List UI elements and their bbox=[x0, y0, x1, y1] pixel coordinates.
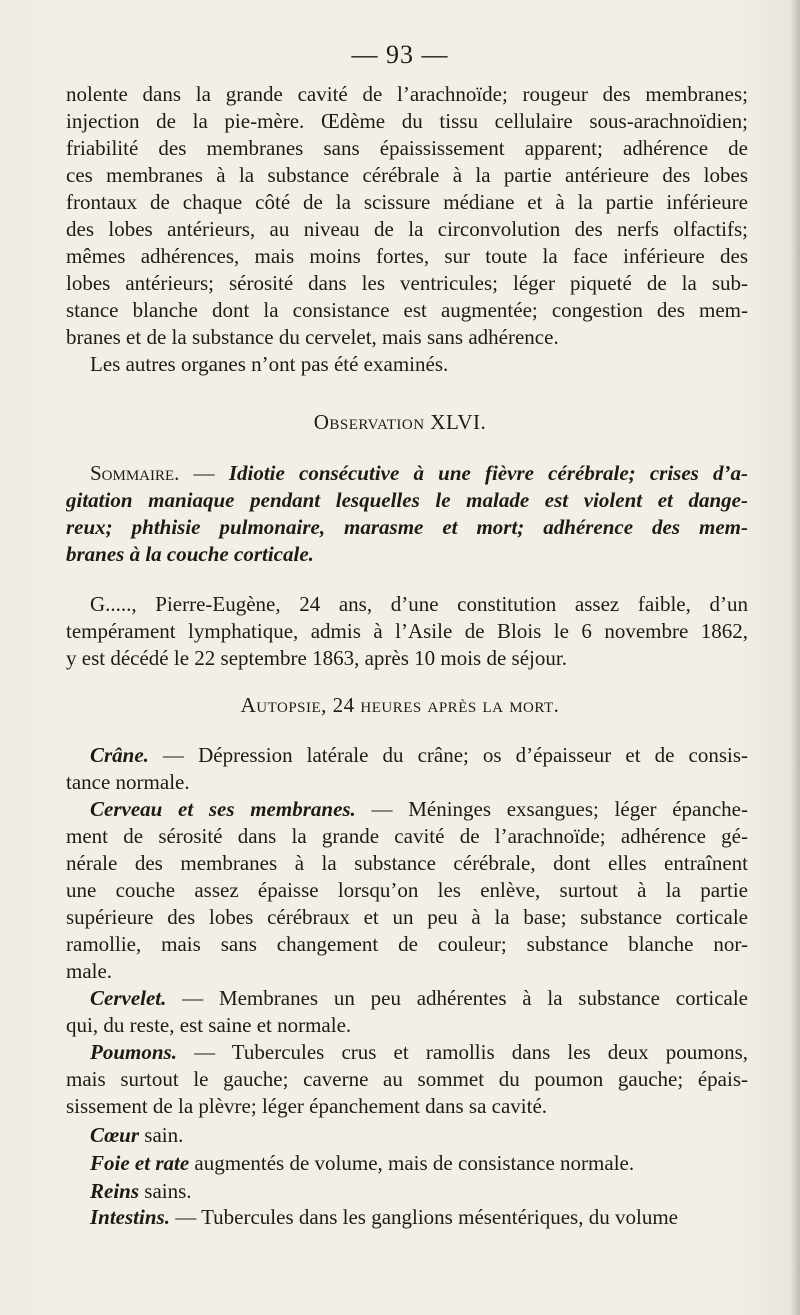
finding-cerveau-line bbox=[66, 796, 748, 823]
summary-text: Idiotie consécutive à une fièvre cérébrale; crises d’a- bbox=[228, 461, 748, 485]
finding-cerveau-line: supérieure des lobes cérébraux et un peu à la base; substance corticale bbox=[66, 905, 748, 929]
paragraph-line: injection de la pie-mère. Œdème du tissu cellulaire sous-arachnoïdien; bbox=[66, 109, 748, 133]
closing-line: Les autres organes n’ont pas été examinés. bbox=[90, 352, 449, 376]
finding-foie-line bbox=[66, 1150, 748, 1177]
finding-cervelet-line: qui, du reste, est saine et normale. bbox=[66, 1013, 352, 1037]
page-edge-shadow bbox=[790, 0, 800, 1315]
finding-poumons-line: sissement de la plèvre; léger épanchement dans sa cavité. bbox=[66, 1094, 548, 1118]
finding-poumons-line: mais surtout le gauche; caverne au sommet du poumon gauche; épais- bbox=[66, 1067, 748, 1091]
summary-label: Sommaire. — bbox=[90, 461, 215, 485]
reins-label: Reins bbox=[90, 1179, 140, 1203]
finding-cerveau-line: une couche assez épaisse lorsqu’on les enlève, surtout à la partie bbox=[66, 878, 748, 902]
page-number: — 93 — bbox=[351, 40, 449, 69]
foie-label: Foie et rate bbox=[90, 1151, 190, 1175]
finding-reins-line bbox=[66, 1178, 748, 1205]
poumons-label: Poumons. bbox=[90, 1040, 177, 1064]
autopsie-heading: Autopsie, 24 heures après la mort. bbox=[240, 693, 560, 717]
finding-poumons-line bbox=[66, 1039, 748, 1066]
paragraph-line: mêmes adhérences, mais moins fortes, sur toute la face inférieure des bbox=[66, 244, 748, 268]
cerveau-text: — Méninges exsangues; léger épanche- bbox=[355, 797, 748, 821]
crane-text: — Dépression latérale du crâne; os d’épaisseur et de consis- bbox=[148, 743, 748, 767]
finding-crane-line: tance normale. bbox=[66, 770, 190, 794]
reins-text: sains. bbox=[139, 1179, 192, 1203]
coeur-label: Cœur bbox=[90, 1123, 140, 1147]
paragraph-line: stance blanche dont la consistance est augmentée; congestion des mem- bbox=[66, 298, 748, 322]
paragraph-line: frontaux de chaque côté de la scissure médiane et à la partie inférieure bbox=[66, 190, 748, 214]
paragraph-line: branes et de la substance du cervelet, mais sans adhérence. bbox=[66, 325, 559, 349]
finding-cerveau-line: male. bbox=[66, 959, 113, 983]
paragraph-line: nolente dans la grande cavité de l’arachnoïde; rougeur des membranes; bbox=[66, 82, 748, 106]
summary-line: branes à la couche corticale. bbox=[66, 542, 314, 566]
summary-line bbox=[66, 460, 748, 487]
finding-coeur-line bbox=[66, 1122, 748, 1149]
finding-cerveau-line: ramollie, mais sans changement de couleur; substance blanche nor- bbox=[66, 932, 748, 956]
finding-crane-line bbox=[66, 742, 748, 769]
coeur-text: sain. bbox=[139, 1123, 184, 1147]
intestins-text: — Tubercules dans les ganglions mésentériques, du volume bbox=[169, 1205, 678, 1229]
paragraph-line: lobes antérieurs; sérosité dans les ventricules; léger piqueté de la sub- bbox=[66, 271, 748, 295]
patient-line: tempérament lymphatique, admis à l’Asile de Blois le 6 novembre 1862, bbox=[66, 619, 748, 643]
foie-text: augmentés de volume, mais de consistance normale. bbox=[189, 1151, 635, 1175]
summary-line: reux; phthisie pulmonaire, marasme et mort; adhérence des mem- bbox=[66, 515, 748, 539]
crane-label: Crâne. bbox=[90, 743, 149, 767]
paragraph-line: des lobes antérieurs, au niveau de la circonvolution des nerfs olfactifs; bbox=[66, 217, 748, 241]
finding-cervelet-line bbox=[66, 985, 748, 1012]
poumons-text: — Tubercules crus et ramollis dans les deux poumons, bbox=[176, 1040, 748, 1064]
summary-line: gitation maniaque pendant lesquelles le malade est violent et dange- bbox=[66, 488, 748, 512]
paragraph-line: ces membranes à la substance cérébrale à la partie antérieure des lobes bbox=[66, 163, 748, 187]
cervelet-label: Cervelet. bbox=[90, 986, 167, 1010]
paragraph-line: friabilité des membranes sans épaississement apparent; adhérence de bbox=[66, 136, 748, 160]
cervelet-text: — Membranes un peu adhérentes à la substance corticale bbox=[166, 986, 748, 1010]
intestins-label: Intestins. bbox=[90, 1205, 170, 1229]
patient-line: y est décédé le 22 septembre 1863, après 10 mois de séjour. bbox=[66, 646, 567, 670]
finding-cerveau-line: nérale des membranes à la substance cérébrale, dont elles entraînent bbox=[66, 851, 748, 875]
finding-cerveau-line: ment de sérosité dans la grande cavité de l’arachnoïde; adhérence gé- bbox=[66, 824, 748, 848]
observation-heading: Observation XLVI. bbox=[313, 410, 487, 434]
finding-intestins-line bbox=[66, 1204, 748, 1231]
cerveau-label: Cerveau et ses membranes. bbox=[90, 797, 356, 821]
patient-line: G....., Pierre-Eugène, 24 ans, d’une constitution assez faible, d’un bbox=[90, 592, 748, 616]
